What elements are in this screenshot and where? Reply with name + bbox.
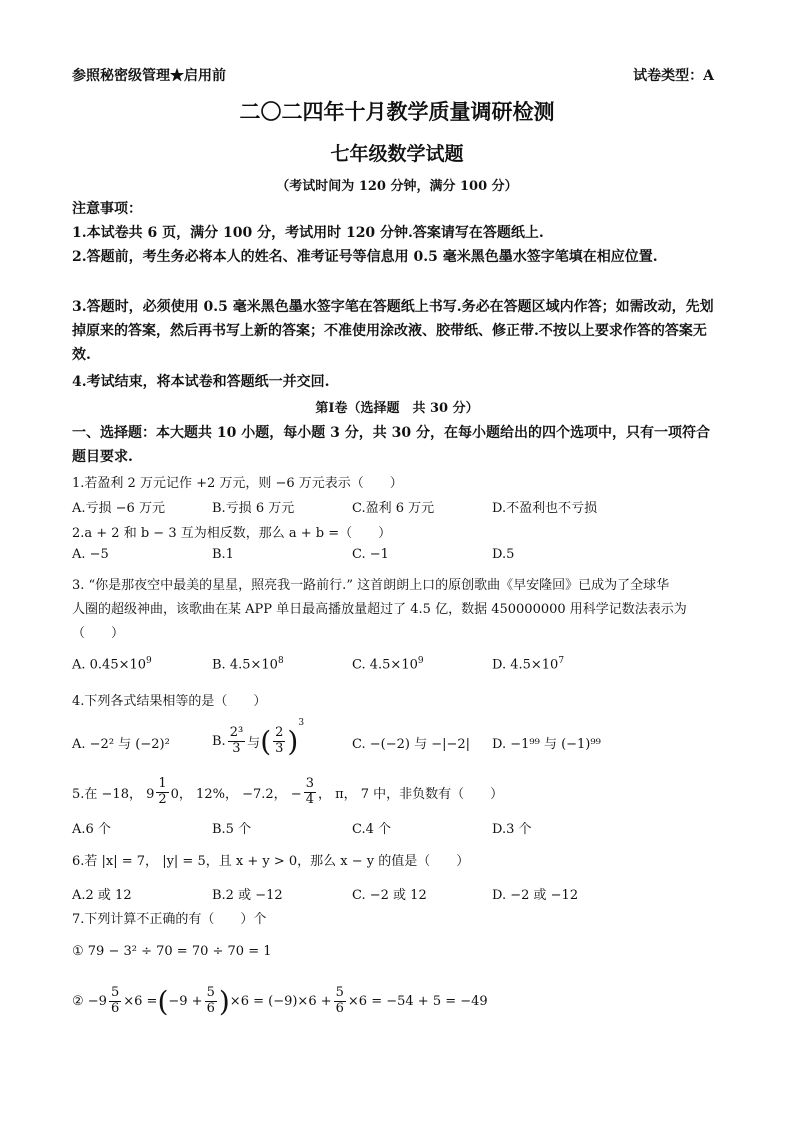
q6-option-b: B.2 或 −12 — [212, 888, 283, 903]
notes-heading: 注意事项： — [72, 201, 142, 217]
q4-option-d: D. −1⁹⁹ 与 (−1)⁹⁹ — [492, 737, 601, 752]
note-3: 3.答题时，必须使用 0.5 毫米黑色墨水签字笔在答题纸上书写.务必在答题区域内作答；如需改动，先划掉原来的答案，然后再书写上新的答案；不准使用涂改液、胶带纸、修正带.不按以上要求作答的答案无效. — [72, 299, 714, 363]
note-1: 1.本试卷共 6 页，满分 100 分，考试用时 120 分钟.答案请写在答题纸上. — [72, 225, 544, 241]
q3-stem-line3: （ ） — [72, 626, 125, 641]
paper-type-label: 试卷类型：A — [633, 68, 714, 84]
q1-option-a: A.亏损 −6 万元 — [72, 501, 165, 516]
q3-stem-line2: 人圈的超级神曲，该歌曲在某 APP 单日最高播放量超过了 4.5 亿，数据 450000000 用科学记数法表示为 — [72, 602, 687, 617]
q1-option-c: C.盈利 6 万元 — [352, 501, 435, 516]
q3-option-b: B. $4.5\times 10^8$ — [212, 656, 284, 673]
q5-stem: 5.在 −18， 9 $\frac{1}{2}$ 0， 12%， −7.2， − $\frac{3}{4}$ ， π， 7 中，非负数有（ ） — [72, 776, 504, 807]
q6-stem: 6.若 |x| = 7， |y| = 5，且 x + y > 0，那么 x − y 的值是（ ） — [72, 854, 470, 869]
q1-option-b: B.亏损 6 万元 — [212, 501, 295, 516]
q6-option-c: C. −2 或 12 — [352, 888, 427, 903]
q2-option-b: B.1 — [212, 547, 234, 562]
q7-statement-2: ② −9 $\frac{5}{6}$ ×6 = ( −9 + $\frac{5}{6}$ ) ×6 = (−9)×6 + $\frac{5}{6}$ ×6 = −54 + 5 = −49 — [72, 984, 488, 1018]
q5-option-a: A.6 个 — [72, 822, 111, 837]
q3-stem-line1: 3. “你是那夜空中最美的星星，照亮我一路前行.” 这首朗朗上口的原创歌曲《早安隆回》已成为了全球华 — [72, 578, 670, 593]
q5-option-c: C.4 个 — [352, 822, 392, 837]
q1-option-d: D.不盈利也不亏损 — [492, 501, 598, 516]
q3-option-a: A. $0.45\times 10^9$ — [72, 656, 152, 673]
q7-stem: 7.下列计算不正确的有（ ）个 — [72, 912, 267, 927]
note-2: 2.答题前，考生务必将本人的姓名、准考证号等信息用 0.5 毫米黑色墨水签字笔填在相应位置. — [72, 249, 658, 265]
q4-option-b: B. $\frac{\text{2³}}{3}$ 与 ( $\frac{2}{3}$ ) $^3$ — [212, 718, 305, 758]
q2-option-d: D.5 — [492, 547, 515, 562]
q5-option-d: D.3 个 — [492, 822, 532, 837]
section-intro: 一、选择题：本大题共 10 小题，每小题 3 分，共 30 分，在每小题给出的四个选项中，只有一项符合题目要求. — [72, 425, 710, 465]
section-title: 第Ⅰ卷（选择题 共 30 分） — [315, 401, 479, 416]
q4-b-fraction-right: $\frac{2}{3}$ — [275, 725, 284, 756]
note-4: 4.考试结束，将本试卷和答题纸一并交回. — [72, 374, 330, 390]
q1-stem: 1.若盈利 2 万元记作 +2 万元，则 −6 万元表示（ ） — [72, 476, 403, 491]
q5-fraction-1: $\frac{1}{2}$ — [158, 776, 167, 807]
q4-option-a: A. −2² 与 (−2)² — [72, 737, 170, 752]
q5-fraction-2: $\frac{3}{4}$ — [305, 776, 314, 807]
q6-option-d: D. −2 或 −12 — [492, 888, 579, 903]
q2-option-c: C. −1 — [352, 547, 389, 562]
q2-option-a: A. −5 — [72, 547, 109, 562]
q6-option-a: A.2 或 12 — [72, 888, 132, 903]
q5-option-b: B.5 个 — [212, 822, 252, 837]
q4-option-c: C. −(−2) 与 −|−2| — [352, 737, 471, 752]
q7-statement-1: ① 79 − 3² ÷ 70 = 70 ÷ 70 = 1 — [72, 944, 272, 959]
exam-time-info: （考试时间为 120 分钟，满分 100 分） — [276, 179, 518, 194]
q4-stem: 4.下列各式结果相等的是（ ） — [72, 694, 267, 709]
exam-title: 二〇二四年十月教学质量调研检测 — [239, 99, 555, 124]
confidentiality-label: 参照秘密级管理★启用前 — [72, 68, 226, 84]
q3-option-d: D. $4.5\times 10^7$ — [492, 656, 565, 673]
exam-subtitle: 七年级数学试题 — [330, 143, 464, 165]
q2-stem: 2.a + 2 和 b − 3 互为相反数，那么 a + b =（ ） — [72, 526, 392, 541]
q4-b-fraction-left: $\frac{\text{2³}}{3}$ — [229, 725, 244, 756]
q3-option-c: C. $4.5\times 10^9$ — [352, 656, 424, 673]
